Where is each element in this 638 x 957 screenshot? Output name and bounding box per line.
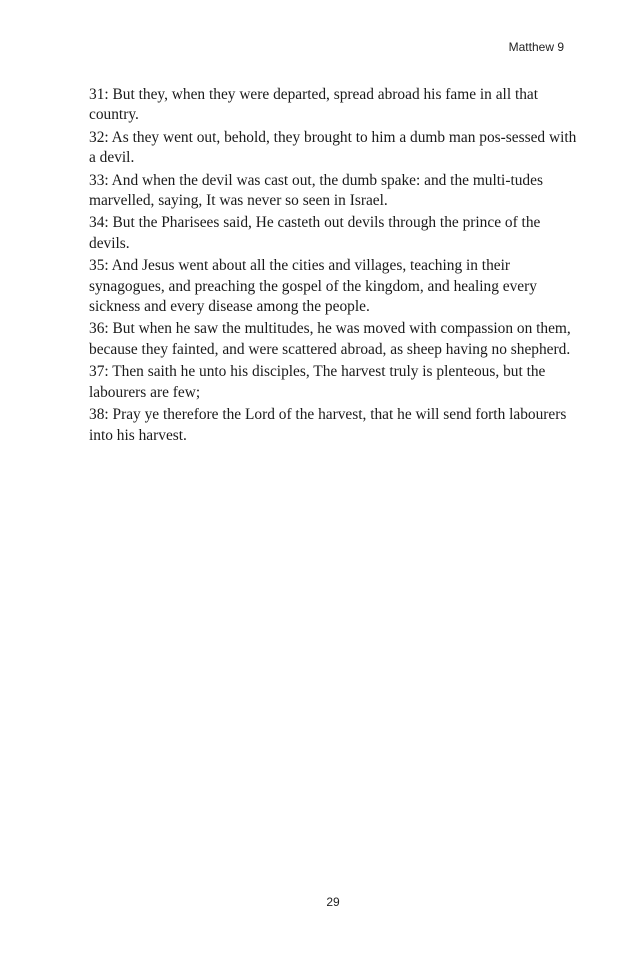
verse-38: 38: Pray ye therefore the Lord of the harvest, that he will send forth labourers into his harvest.: [89, 406, 567, 444]
verse-35: 35: And Jesus went about all the cities and villages, teaching in their synagogues, and preaching the gospel of the kingdom, and healing every sickness and every disease among the people.: [89, 257, 537, 316]
verse-37: 37: Then saith he unto his disciples, The harvest truly is plenteous, but the labourers are few;: [89, 363, 546, 401]
verse-33: 33: And when the devil was cast out, the dumb spake: and the multi-tudes marvelled, saying, It was never so seen in Israel.: [89, 171, 543, 210]
verse-34: 34: But the Pharisees said, He casteth out devils through the prince of the devils.: [89, 214, 541, 252]
verse-36: 36: But when he saw the multitudes, he was moved with compassion on them, because they fainted, and were scattered abroad, as sheep having no shepherd.: [89, 320, 571, 358]
verse-31: 31: But they, when they were departed, spread abroad his fame in all that country.: [89, 86, 539, 124]
verse-32: 32: As they went out, behold, they brought to him a dumb man pos-sessed with a devil.: [89, 128, 577, 167]
running-head-title: Matthew 9: [508, 40, 564, 54]
verse-list: [89, 85, 579, 448]
page-number: 29: [326, 895, 340, 909]
